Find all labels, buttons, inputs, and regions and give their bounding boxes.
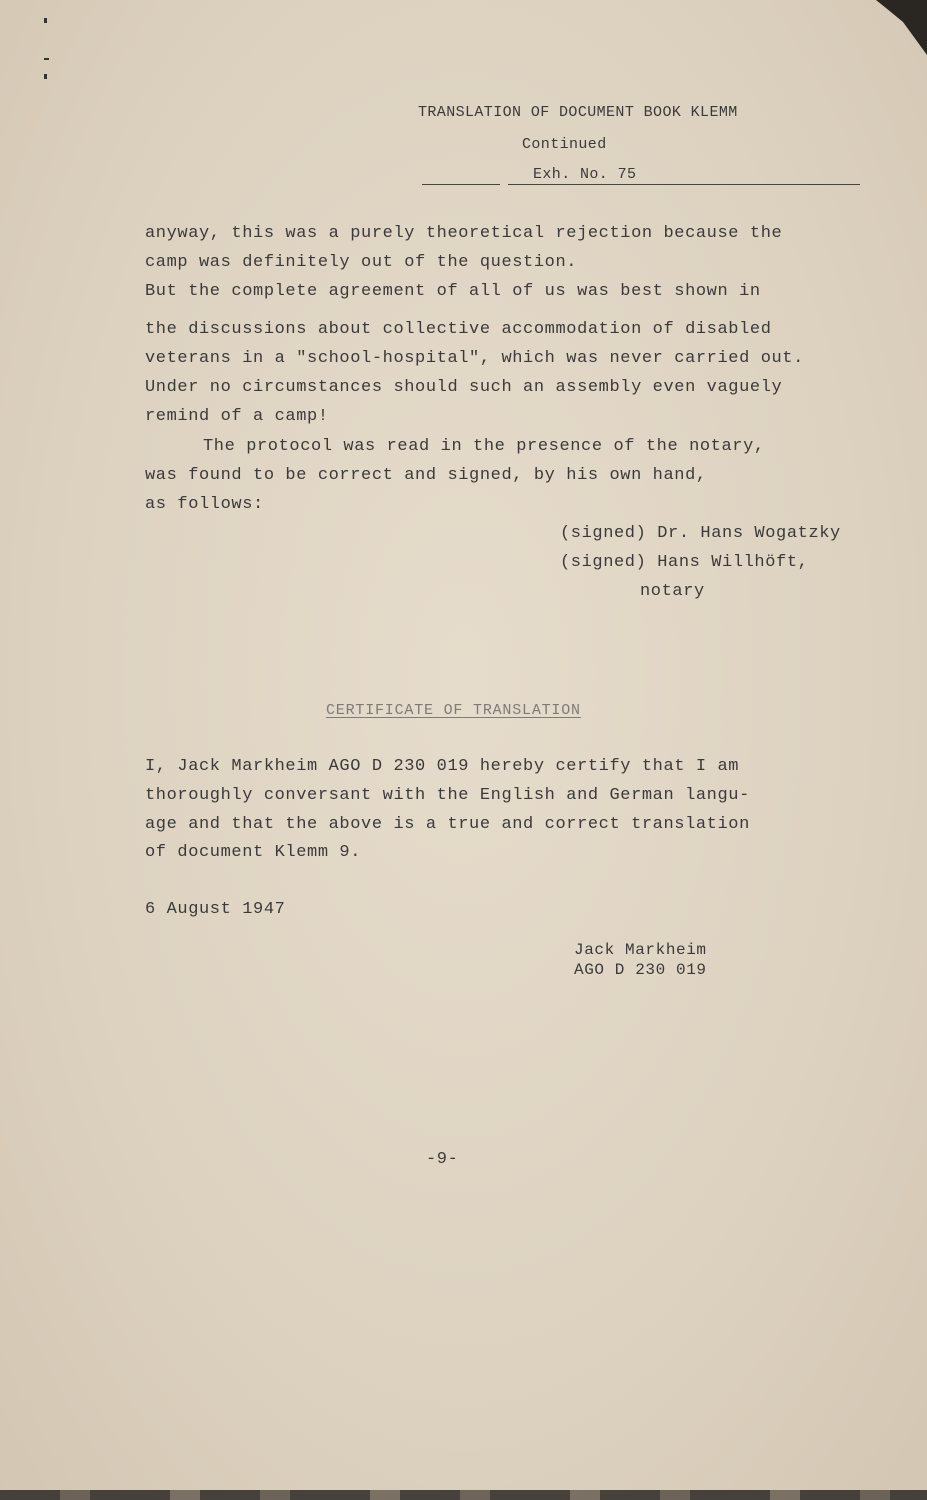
margin-mark xyxy=(44,18,47,23)
torn-corner xyxy=(867,0,927,55)
exhibit-number: Exh. No. 75 xyxy=(533,166,637,183)
certificate-line: of document Klemm 9. xyxy=(145,843,362,862)
signature-line: (signed) Hans Willhöft, xyxy=(560,553,809,572)
body-line: was found to be correct and signed, by his own hand, xyxy=(145,466,707,485)
margin-mark xyxy=(44,74,47,79)
signer-id: AGO D 230 019 xyxy=(574,961,707,979)
body-line: Under no circumstances should such an assembly even vaguely xyxy=(145,378,783,397)
exhibit-rule-right xyxy=(508,184,860,185)
body-line: But the complete agreement of all of us was best shown in xyxy=(145,282,761,301)
continued-label: Continued xyxy=(522,136,607,153)
certificate-line: I, Jack Markheim AGO D 230 019 hereby certify that I am xyxy=(145,757,740,776)
certificate-line: age and that the above is a true and correct translation xyxy=(145,815,750,834)
notary-label: notary xyxy=(640,582,705,601)
certificate-date: 6 August 1947 xyxy=(145,900,286,919)
signature-line: (signed) Dr. Hans Wogatzky xyxy=(560,524,841,543)
signer-name: Jack Markheim xyxy=(574,941,707,959)
page-number: -9- xyxy=(426,1150,459,1169)
body-line: The protocol was read in the presence of the notary, xyxy=(203,437,765,456)
certificate-line: thoroughly conversant with the English and German langu- xyxy=(145,786,750,805)
page-bottom-edge xyxy=(0,1490,927,1500)
margin-mark xyxy=(44,58,49,60)
exhibit-rule-left xyxy=(422,184,500,185)
document-title: TRANSLATION OF DOCUMENT BOOK KLEMM xyxy=(418,104,738,121)
body-line: camp was definitely out of the question. xyxy=(145,253,578,272)
body-line: veterans in a "school-hospital", which was never carried out. xyxy=(145,349,804,368)
body-line: as follows: xyxy=(145,495,264,514)
body-line: anyway, this was a purely theoretical rejection because the xyxy=(145,224,783,243)
body-line: the discussions about collective accommodation of disabled xyxy=(145,320,772,339)
certificate-title: CERTIFICATE OF TRANSLATION xyxy=(326,702,581,719)
body-line: remind of a camp! xyxy=(145,407,329,426)
